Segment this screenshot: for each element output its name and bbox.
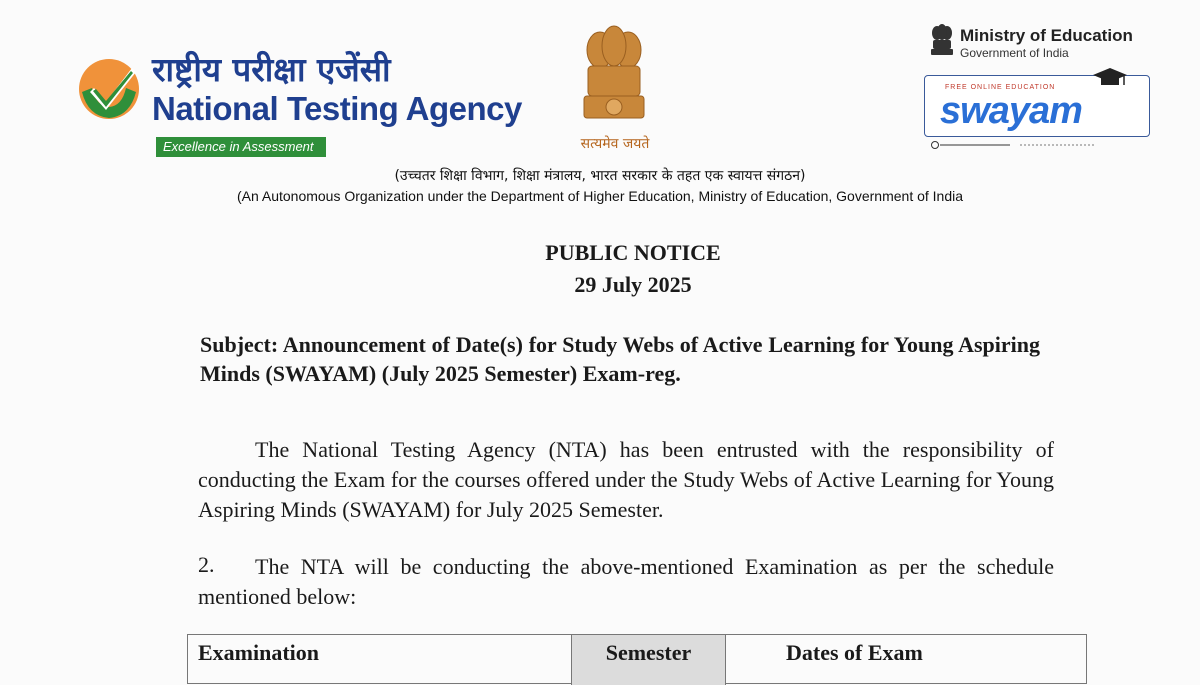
nta-tagline: Excellence in Assessment: [156, 137, 326, 157]
ministry-subtitle: Government of India: [960, 46, 1069, 60]
schedule-table: [187, 634, 1087, 684]
nta-english-name: National Testing Agency: [152, 90, 522, 127]
graduation-cap-icon: [1092, 66, 1128, 88]
national-emblem-icon: [578, 22, 650, 130]
table-header-semester: Semester: [571, 635, 726, 685]
nta-logo-icon: [78, 58, 140, 120]
notice-date: 29 July 2025: [574, 272, 692, 297]
emblem-small-icon: [930, 24, 954, 56]
swayam-banner-text: FREE ONLINE EDUCATION: [945, 84, 1056, 91]
swayam-logo-text: swayam: [940, 90, 1082, 132]
table-header-dates: Dates of Exam: [786, 640, 923, 665]
address-hindi: (उच्चतर शिक्षा विभाग, शिक्षा मंत्रालय, भारत सरकार के तहत एक स्वायत्त संगठन): [394, 168, 806, 184]
paragraph-2: The NTA will be conducting the above-mentioned Examination as per the schedule mentioned below:: [198, 554, 1054, 609]
emblem-motto: सत्यमेव जयते: [580, 136, 650, 152]
notice-subject: Subject: Announcement of Date(s) for Study Webs of Active Learning for Young Aspiring Minds (SWAYAM) (July 2025 Semester) Exam-reg.: [200, 332, 1040, 386]
table-header-examination: Examination: [198, 640, 320, 665]
address-english: (An Autonomous Organization under the Department of Higher Education, Ministry of Education, Government of India: [236, 188, 964, 204]
ministry-title: Ministry of Education: [960, 26, 1133, 45]
paragraph-1: The National Testing Agency (NTA) has been entrusted with the responsibility of conducting the Exam for the courses offered under the Study Webs of Active Learning for Young Aspiring Minds (SWAYAM) for July 2025 Semester.: [198, 437, 1054, 522]
notice-title: PUBLIC NOTICE: [545, 240, 721, 265]
paragraph-2-number: 2.: [198, 552, 215, 577]
nta-hindi-name: राष्ट्रीय परीक्षा एजेंसी: [152, 50, 391, 89]
swayam-divider-icon: [930, 140, 1100, 150]
